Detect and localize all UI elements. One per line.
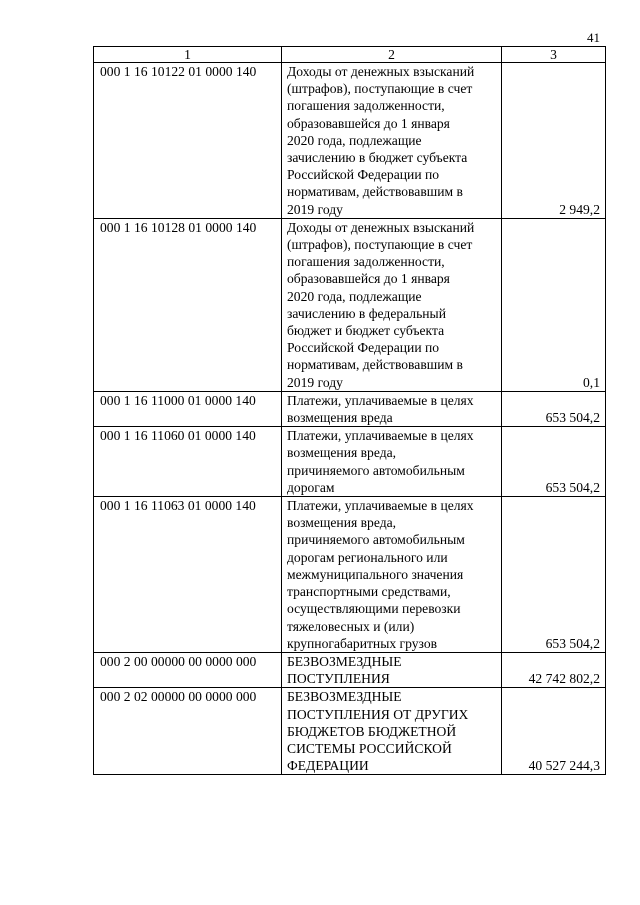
budget-code-cell: 000 1 16 11060 01 0000 140 [94,427,282,497]
description-cell [282,427,502,497]
description-cell [282,218,502,391]
description-line: осуществляющими перевозки [287,601,461,617]
description-line: БЮДЖЕТОВ БЮДЖЕТНОЙ [287,723,457,739]
description-line: дорогам регионального или [287,549,448,565]
description-cell [282,63,502,219]
description-cell [282,652,502,687]
description-line: Платежи, уплачиваемые в целях [287,392,474,408]
amount-cell: 2 949,2 [502,63,606,219]
description-line: межмуниципального значения [287,566,464,582]
table-row [94,652,606,687]
description-line: транспортными средствами, [287,584,451,600]
table-row [94,218,606,391]
description-cell [282,497,502,653]
description-line: (штрафов), поступающие в счет [287,237,473,253]
description-line: ПОСТУПЛЕНИЯ ОТ ДРУГИХ [287,706,469,722]
description-line: Российской Федерации по [287,167,440,183]
description-line: нормативам, действовавшим в [287,357,463,373]
table-body [94,63,606,775]
description-line: зачислению в федеральный [287,305,446,321]
column-header-code: 1 [94,47,282,63]
description-line: причиняемого автомобильным [287,462,465,478]
description-line: Российской Федерации по [287,340,440,356]
description-cell [282,688,502,775]
table-row [94,427,606,497]
description-line: дорогам [287,479,335,495]
table-header [94,47,606,63]
table-row [94,63,606,219]
amount-cell: 42 742 802,2 [502,652,606,687]
description-line: (штрафов), поступающие в счет [287,81,473,97]
description-line: БЕЗВОЗМЕЗДНЫЕ [287,653,402,669]
amount-cell: 653 504,2 [502,427,606,497]
revenue-table [93,46,606,775]
description-line: крупногабаритных грузов [287,635,438,651]
description-line: погашения задолженности, [287,98,445,114]
description-line: Доходы от денежных взысканий [287,64,475,79]
description-line: СИСТЕМЫ РОССИЙСКОЙ [287,740,452,756]
description-line: 2020 года, подлежащие [287,132,422,148]
description-line: образовавшейся до 1 января [287,271,450,287]
description-line: Платежи, уплачиваемые в целях [287,428,474,444]
description-line: образовавшейся до 1 января [287,115,450,131]
budget-code-cell: 000 1 16 11000 01 0000 140 [94,391,282,426]
description-line: тяжеловесных и (или) [287,618,415,634]
description-line: возмещения вреда, [287,515,397,531]
column-header-description: 2 [282,47,502,63]
budget-code-cell: 000 2 02 00000 00 0000 000 [94,688,282,775]
description-line: ФЕДЕРАЦИИ [287,758,369,774]
budget-code-cell: 000 2 00 00000 00 0000 000 [94,652,282,687]
table-row [94,497,606,653]
description-line: 2019 году [287,374,343,390]
description-line: возмещения вреда [287,410,393,426]
description-line: 2019 году [287,201,343,217]
description-line: нормативам, действовавшим в [287,184,463,200]
description-line: ПОСТУПЛЕНИЯ [287,671,390,687]
description-line: Платежи, уплачиваемые в целях [287,498,474,514]
description-line: причиняемого автомобильным [287,532,465,548]
description-line: БЕЗВОЗМЕЗДНЫЕ [287,689,402,705]
page-number: 41 [587,30,600,45]
amount-cell: 40 527 244,3 [502,688,606,775]
description-line: возмещения вреда, [287,445,397,461]
budget-code-cell: 000 1 16 10128 01 0000 140 [94,218,282,391]
description-line: зачислению в бюджет субъекта [287,150,468,166]
amount-cell: 653 504,2 [502,391,606,426]
column-header-amount: 3 [502,47,606,63]
budget-code-cell: 000 1 16 11063 01 0000 140 [94,497,282,653]
description-line: 2020 года, подлежащие [287,288,422,304]
table-row [94,391,606,426]
amount-cell: 0,1 [502,218,606,391]
description-cell [282,391,502,426]
description-line: бюджет и бюджет субъекта [287,323,445,339]
amount-cell: 653 504,2 [502,497,606,653]
budget-code-cell: 000 1 16 10122 01 0000 140 [94,63,282,219]
table-row [94,688,606,775]
header-row [94,47,606,63]
description-line: Доходы от денежных взысканий [287,219,475,235]
description-line: погашения задолженности, [287,254,445,270]
